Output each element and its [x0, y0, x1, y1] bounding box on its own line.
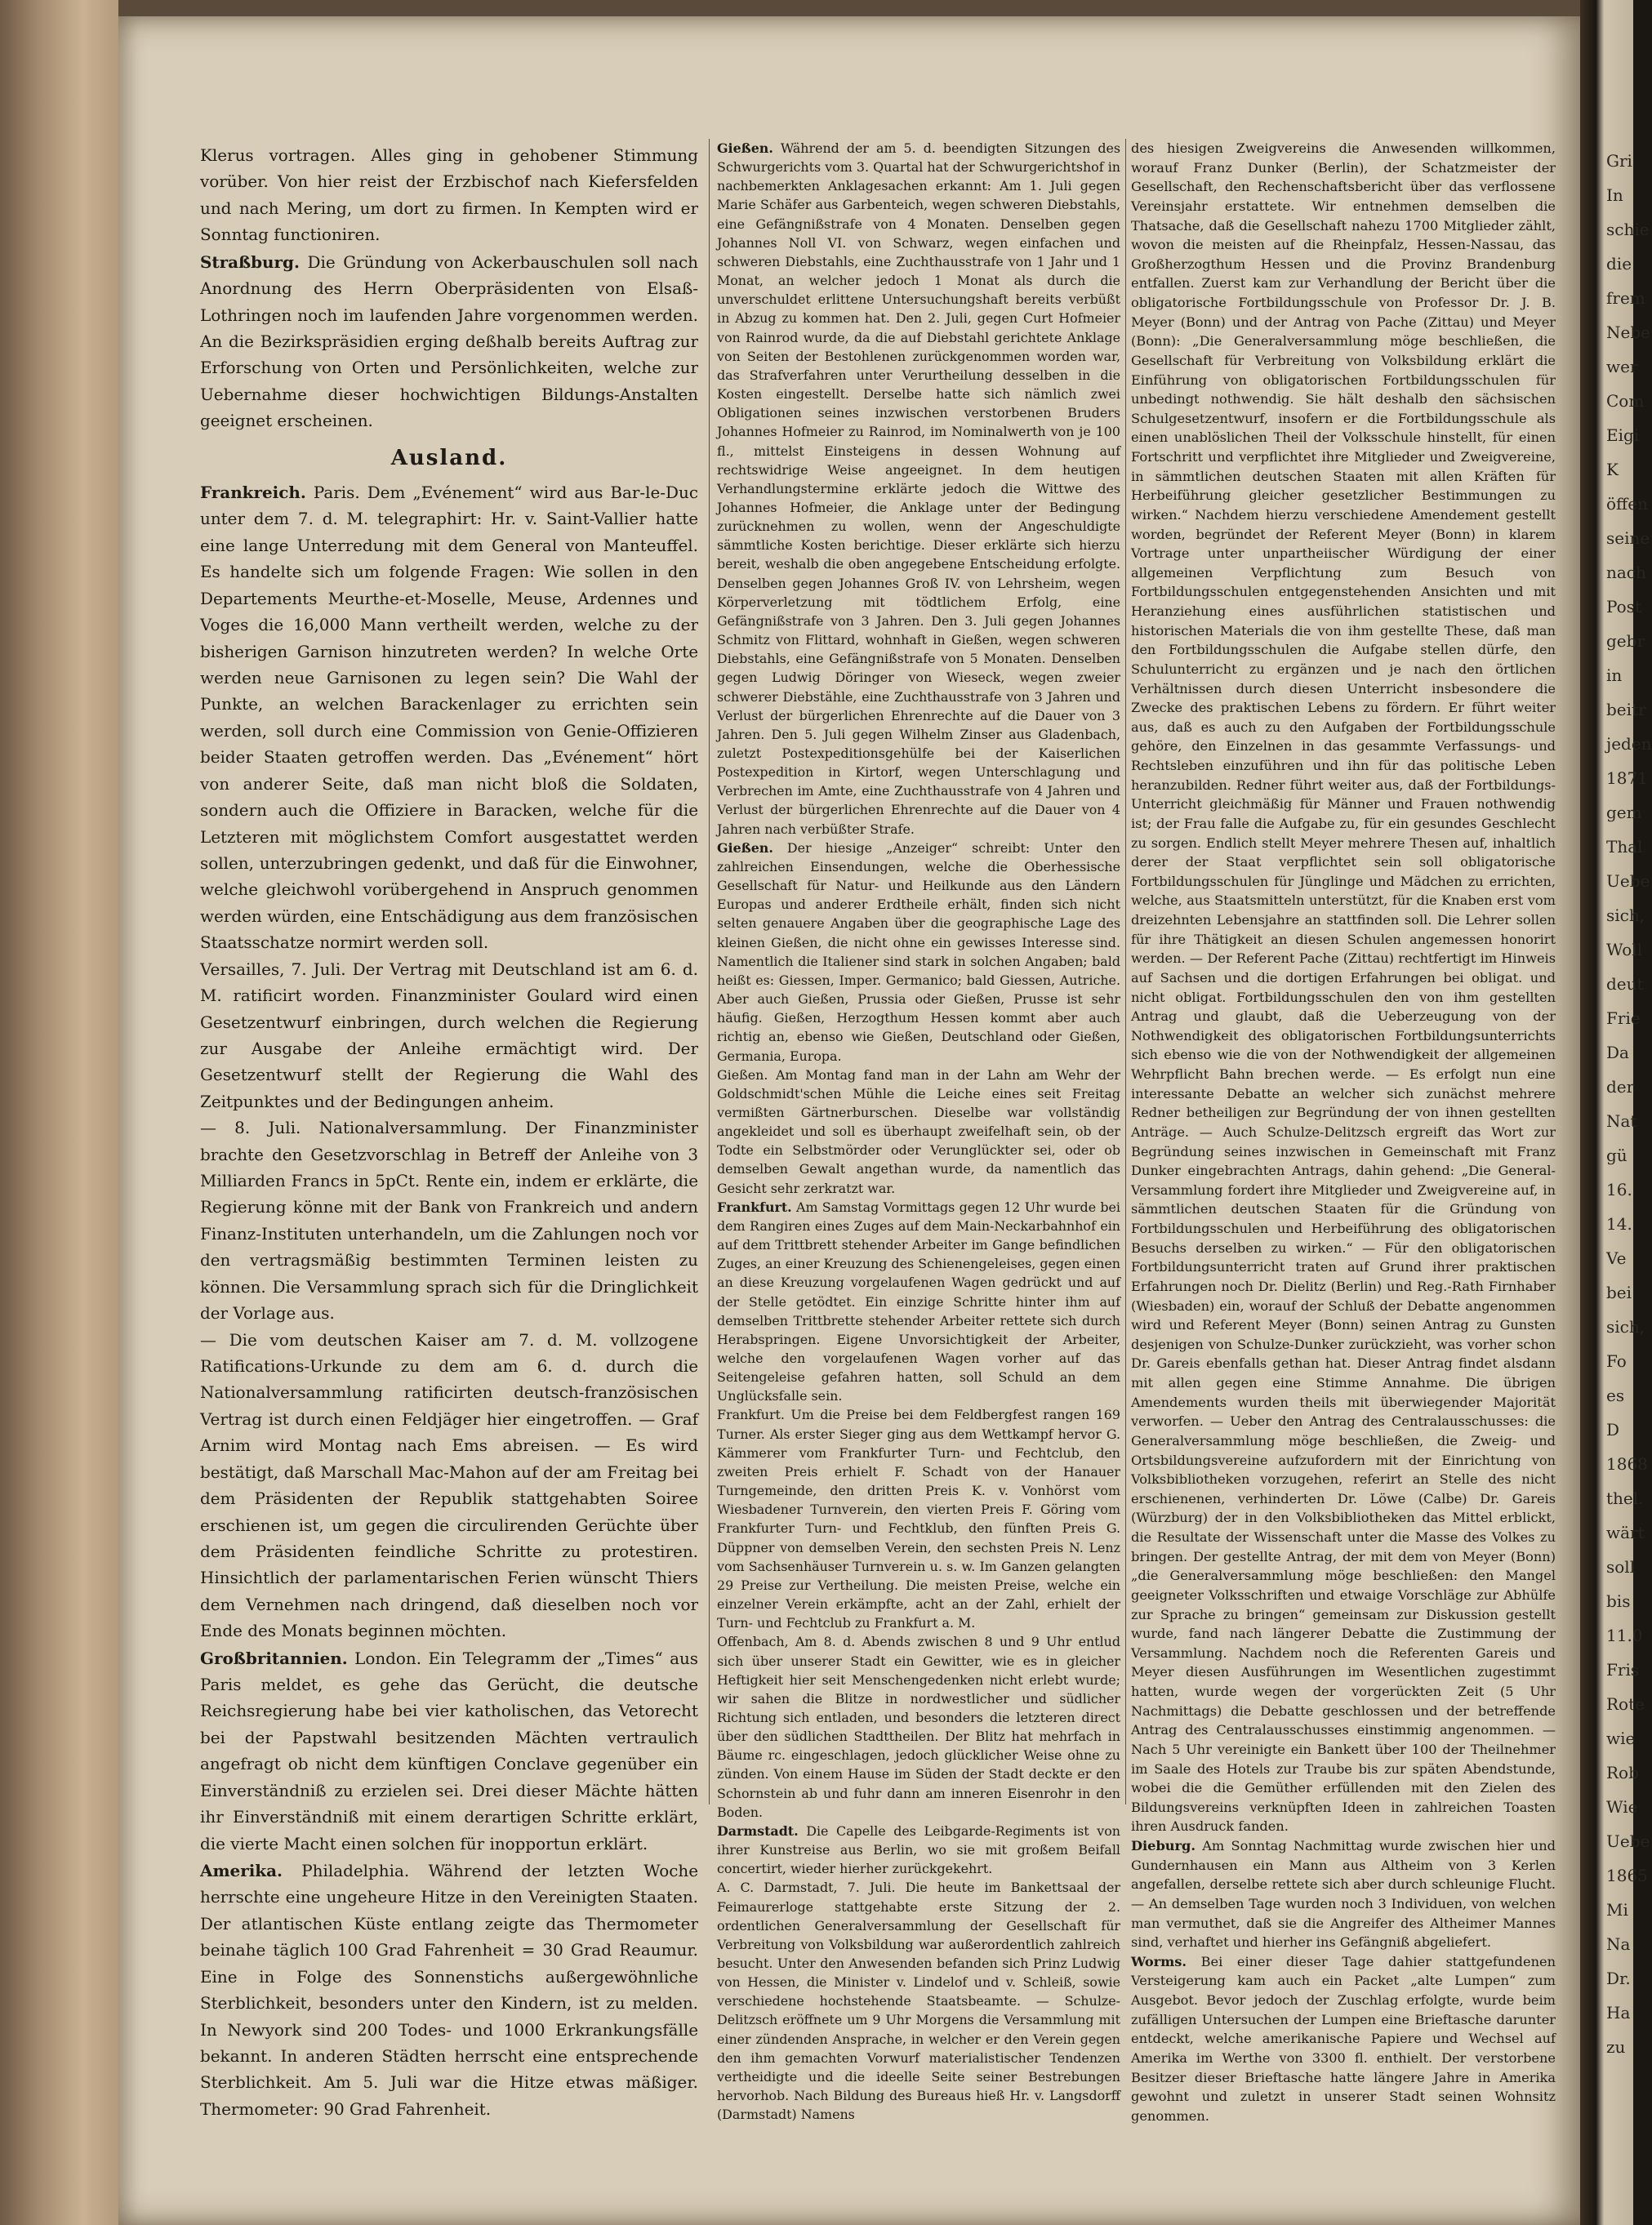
- edge-text-fragment: thel.: [1606, 1489, 1644, 1508]
- edge-text-fragment: 1871: [1606, 768, 1648, 788]
- edge-text-fragment: die: [1606, 254, 1632, 274]
- column-left: [200, 143, 698, 2123]
- edge-text-fragment: bis: [1606, 1591, 1631, 1611]
- column-divider: [1125, 139, 1126, 1804]
- article-text: Offenbach, Am 8. d. Abends zwischen 8 und 9 Uhr entlud sich über unserer Stadt ein Gewitter, wie es in gleicher Heftigkeit hier seit Menschengedenken nicht erlebt wurde; wir sahen die Blitze in nordwestlicher und südlicher Richtung sich entladen, und besonders die letzteren direct über den südlichen Stadttheilen. Der Blitz hat mehrfach in Bäume rc. eingeschlagen, jedoch glücklicher Weise ohne zu zünden. Von einem Hause im Süden der Stadt deckte er den Schornstein ab und fuhr dann am inneren Eisenrohr in den Boden.: [717, 1634, 1120, 1820]
- article-text: — Die vom deutschen Kaiser am 7. d. M. vollzogene Ratifications-Urkunde zu dem am 6. d. durch die Nationalversammlung ratificirten deutsch-französischen Vertrag ist durch einen Feldjäger hier eingetroffen. — Graf Arnim wird Montag nach Ems abreisen. — Es wird bestätigt, daß Marschall Mac-Mahon auf der am Freitag bei dem Präsidenten der Republik stattgehabten Soiree erschienen ist, um gegen die circulirenden Gerüchte über dem Präsidenten feindliche Schritte zu protestiren. Hinsichtlich der parlamentarischen Ferien wünscht Thiers dem Vernehmen nach dringend, daß dieselben noch vor Ende des Monats beginnen möchten.: [200, 1330, 698, 1641]
- edge-text-fragment: in: [1606, 665, 1623, 685]
- edge-text-fragment: D: [1606, 1420, 1620, 1440]
- section-heading: Ausland.: [390, 445, 508, 470]
- article-text: Frankfurt. Um die Preise bei dem Feldbergfest rangen 169 Turner. Als erster Sieger ging aus dem Wettkampf hervor G. Kämmerer vom Frankfurter Turn- und Fechtclub, den zweiten Preis erhielt F. Schadt von der Hanauer Turngemeinde, den dritten Preis K. v. Vonhörst vom Wiesbadener Turnverein, den vierten Preis F. Göring vom Frankfurter Turn- und Fechtklub, den fünften Preis G. Düppner von demselben Verein, den sechsten Preis N. Lenz vom Sachsenhäuser Turnverein u. s. w. Im Ganzen gelangten 29 Preise zur Vertheilung. Die meisten Preise, welche ein einzelner Verein erkämpfte, acht an der Zahl, erhielt der Turn- und Fechtclub zu Frankfurt a. M.: [717, 1407, 1120, 1631]
- article-text: Gießen. Während der am 5. d. beendigten Sitzungen des Schwurgerichts vom 3. Quartal hat der Schwurgerichtshof in nachbemerkten Anklagesachen erkannt: Am 1. Juli gegen Marie Schäfer aus Garbenteich, wegen schweren Diebstahls, eine Gefängnißstrafe von 4 Monaten. Denselben gegen Johannes Noll VI. von Schwarz, wegen einfachen und schweren Diebstahls, eine Zuchthausstrafe von 1 Jahr und 1 Monat, an welcher jedoch 1 Monat als durch die unverschuldet erlittene Untersuchungshaft bereits verbüßt in Abzug zu kommen hat. Den 2. Juli, gegen Curt Hofmeier von Rainrod wurde, da die auf Diebstahl gerichtete Anklage von Seiten der Bestohlenen zurückgenommen worden war, das Strafverfahren unter Verurtheilung desselben in die Kosten eingestellt. Derselbe hatte sich nämlich zwei Obligationen seines inzwischen verstorbenen Bruders Johannes Hofmeier zu Rainrod, im Nominalwerth von je 100 fl., mittelst Einsteigens in dessen Wohnung auf rechtswidrige Weise angeeignet. In dem heutigen Verhandlungstermine erklärte jedoch die Wittwe des Johannes Hofmeier, die Anklage unter der Bedingung zurücknehmen zu wollen, wenn der Angeschuldigte sämmtliche Kosten berichtige. Dieser erklärte sich hierzu bereit, weshalb die oben angegebene Entscheidung erfolgte. Denselben gegen Johannes Groß IV. von Lehrsheim, wegen Körperverletzung mit tödtlichem Erfolg, eine Gefängnißstrafe von 3 Jahren. Den 3. Juli gegen Johannes Schmitz von Flittard, wohnhaft in Gießen, wegen schweren Diebstahls, eine Gefängnißstrafe von 5 Monaten. Denselben gegen Ludwig Döringer von Wieseck, wegen zweier schwerer Diebstähle, eine Zuchthausstrafe von 3 Jahren und Verlust der bürgerlichen Ehrenrechte auf die Dauer von 3 Jahren. Den 5. Juli gegen Wilhelm Zinser aus Gladenbach, zuletzt Postexpeditionsgehülfe bei der Kaiserlichen Postexpedition in Kirtorf, wegen Unterschlagung und Verbrechen im Amte, eine Zuchthausstrafe von 4 Jahren und Verlust der bürgerlichen Ehrenrechte auf die Dauer von 4 Jahren nach verbüßter Strafe.: [717, 140, 1120, 837]
- edge-text-fragment: gem: [1606, 803, 1642, 822]
- edge-text-fragment: Fris: [1606, 1660, 1640, 1680]
- article-text: Amerika. Philadelphia. Während der letzten Woche herrschte eine ungeheure Hitze in den Vereinigten Staaten. Der atlantischen Küste entlang zeigte das Thermometer beinahe täglich 100 Grad Fahrenheit = 30 Grad Reaumur. Eine in Folge des Sonnenstichs außergewöhnliche Sterblichkeit, besonders unter den Kindern, ist zu melden. In Newyork sind 200 Todes- und 1000 Erkrankungsfälle bekannt. In anderen Städten herrscht eine entsprechende Sterblichkeit. Am 5. Juli war die Hitze etwas mäßiger. Thermometer: 90 Grad Fahrenheit.: [200, 1861, 698, 2119]
- edge-text-fragment: Gri: [1606, 151, 1632, 171]
- edge-text-fragment: Rob: [1606, 1763, 1639, 1782]
- edge-text-fragment: Uebe: [1606, 1831, 1650, 1851]
- edge-text-fragment: In: [1606, 185, 1623, 205]
- article-text: Gießen. Am Montag fand man in der Lahn am Wehr der Goldschmidt'schen Mühle die Leiche eines seit Freitag vermißten Gärtnerburschen. Dieselbe war vollständig angekleidet und soll es überhaupt zweifelhaft sein, ob der Todte ein Selbstmörder oder Verunglückter sei, oder ob demselben Gewalt angethan wurde, da namentlich das Gesicht sehr zerkratzt war.: [717, 1066, 1120, 1196]
- edge-text-fragment: Ve: [1606, 1248, 1627, 1268]
- article-text: Frankfurt. Am Samstag Vormittags gegen 12 Uhr wurde bei dem Rangiren eines Zuges auf dem Main-Neckarbahnhof ein auf dem Trittbrett stehender Arbeiter im Gange befindlichen Zuges, an einer Kreuzung des Schienengeleises, gegen einen an diese Kreuzung vorgelaufenen Wagen gedrückt und auf der Stelle getödtet. Ein einzige Schritte hinter ihm auf demselben Trittbrette stehender Arbeiter rettete sich durch Herabspringen. Eigene Unvorsichtigkeit der Arbeiter, welche den vorgelaufenen Wagen vorher auf das Seitengeleise gefahren hatten, soll Schuld an dem Unglücksfalle sein.: [717, 1199, 1120, 1404]
- edge-text-fragment: Nat: [1606, 1111, 1637, 1131]
- edge-text-fragment: wer: [1606, 357, 1638, 376]
- article-text: Dieburg. Am Sonntag Nachmittag wurde zwischen hier und Gundernhausen ein Mann aus Altheim von 3 Kerlen angefallen, derselbe rettete sich aber durch schleunige Flucht. — An demselben Tage wurden noch 3 Individuen, von welchen man vermuthet, daß sie die Angreifer des Altheimer Mannes sind, verhaftet und hierher ins Gefängniß abgeliefert.: [1131, 1838, 1556, 1951]
- article-text: Worms. Bei einer dieser Tage dahier stattgefundenen Versteigerung kam auch ein Packet „alte Lumpen“ zum Ausgebot. Bevor jedoch der Zuschlag erfolgte, wurde beim zufälligen Untersuchen der Lumpen eine Brieftasche darunter entdeckt, welche amerikanische Papiere und Wechsel auf Amerika im Werthe von 3300 fl. enthielt. Der verstorbene Besitzer dieser Brieftasche hatte längere Jahre in Amerika gewohnt und zuletzt in unserer Stadt seinen Wohnsitz genommen.: [1131, 1953, 1556, 2124]
- edge-text-fragment: frem: [1606, 288, 1645, 308]
- edge-text-fragment: seine: [1606, 528, 1650, 548]
- article-text: Gießen. Der hiesige „Anzeiger“ schreibt: Unter den zahlreichen Einsendungen, welche die Oberhessische Gesellschaft für Natur- und Heilkunde aus den Ländern Europas und anderer Erdtheile erhält, finden sich nicht selten genauere Angaben über die geographische Lage des kleinen Gießen, die nicht ohne ein gewisses Interesse sind. Namentlich die Italiener sind stark in solchen Angaben; bald heißt es: Giessen, Imper. Germanico; bald Giessen, Autriche. Aber auch Gießen, Prussia oder Gießen, Prusse ist sehr häufig. Gießen, Herzogthum Hessen kommt aber auch richtig an, ebenso wie Gießen, Deutschland oder Gießen, Germania, Europa.: [717, 839, 1120, 1064]
- edge-text-fragment: wie: [1606, 1729, 1636, 1748]
- edge-text-fragment: gü: [1606, 1146, 1628, 1165]
- edge-text-fragment: 1865: [1606, 1866, 1648, 1885]
- edge-text-fragment: 11.0: [1606, 1626, 1643, 1645]
- column-right: [1131, 139, 1556, 2125]
- edge-text-fragment: der: [1606, 1077, 1635, 1097]
- edge-text-fragment: Da: [1606, 1043, 1629, 1062]
- edge-text-fragment: öffen: [1606, 494, 1648, 514]
- edge-text-fragment: sich,: [1606, 1317, 1645, 1337]
- article-text: — 8. Juli. Nationalversammlung. Der Finanzminister brachte den Gesetzvorschlag in Betreff der Anleihe von 3 Milliarden Francs in 5pCt. Rente ein, indem er erklärte, die Regierung könne mit der Bank von Frankreich und andern Finanz-Instituten unterhandeln, um die Zahlungen noch vor den vertragsmäßig bestimmten Terminen leisten zu können. Die Versammlung sprach sich für die Dringlichkeit der Vorlage aus.: [200, 1119, 698, 1324]
- edge-text-fragment: Thal: [1606, 837, 1643, 857]
- edge-text-fragment: Na: [1606, 1934, 1631, 1954]
- edge-text-fragment: Frie: [1606, 1008, 1641, 1028]
- article-text: Straßburg. Die Gründung von Ackerbauschulen soll nach Anordnung des Herrn Oberpräsidenten von Elsaß-Lothringen noch im laufenden Jahre vorgenommen werden. An die Bezirkspräsidien erging deßhalb bereits Auftrag zur Erforschung von Orten und Persönlichkeiten, welche zur Uebernahme dieser hochwichtigen Bildungs-Anstalten geeignet erscheinen.: [200, 251, 698, 431]
- edge-text-fragment: Eigi: [1606, 425, 1640, 445]
- edge-text-fragment: schie: [1606, 220, 1650, 239]
- article-text: Klerus vortragen. Alles ging in gehobener Stimmung vorüber. Von hier reist der Erzbischof nach Kiefersfelden und nach Mering, um dort zu firmen. In Kempten wird er Sonntag functioniren.: [200, 146, 698, 245]
- edge-text-fragment: Dr.: [1606, 1969, 1631, 1988]
- edge-text-fragment: 1868: [1606, 1454, 1648, 1474]
- edge-text-fragment: beitr: [1606, 700, 1646, 719]
- edge-text-fragment: Post: [1606, 597, 1641, 616]
- edge-text-fragment: es: [1606, 1386, 1625, 1405]
- edge-text-fragment: wärt: [1606, 1523, 1645, 1542]
- column-divider: [709, 139, 710, 1804]
- edge-text-fragment: Com: [1606, 391, 1645, 411]
- edge-text-fragment: bei: [1606, 1283, 1632, 1302]
- edge-text-fragment: jeden: [1606, 734, 1652, 754]
- article-text: A. C. Darmstadt, 7. Juli. Die heute im Bankettsaal der Feimaurerloge stattgehabte erste Sitzung der 2. ordentlichen Generalversammlung der Gesellschaft für Verbreitung von Volksbildung war außerordentlich zahlreich besucht. Unter den Anwesenden befanden sich Prinz Ludwig von Hessen, die Minister v. Lindelof und v. Schleiß, sowie verschiedene hochstehende Staatsbeamte. — Schulze-Delitzsch eröffnete um 9 Uhr Morgens die Versammlung mit einer zündenden Ansprache, in welcher er den Verein gegen den ihm gemachten Vorwurf materialistischer Tendenzen vertheidigte und die ideelle Seite seiner Bestrebungen hervorhob. Nach Bildung des Bureaus hieß Hr. v. Langsdorff (Darmstadt) Namens: [717, 1880, 1120, 2123]
- article-text: Darmstadt. Die Capelle des Leibgarde-Regiments ist von ihrer Kunstreise aus Berlin, wo sie mit großem Beifall concertirt, wieder hierher zurückgekehrt.: [717, 1822, 1120, 1877]
- article-text: Großbritannien. London. Ein Telegramm der „Times“ aus Paris meldet, es gehe das Gerücht, die deutsche Reichsregierung habe bei vier katholischen, das Vetorecht bei der Papstwahl besitzenden Mächten vertraulich angefragt ob nicht dem künftigen Conclave gegenüber ein Einverständniß zu erzielen sei. Drei dieser Mächte hätten ihr Einverständniß mit einem derartigen Schritte erklärt, die vierte Macht einen solchen für inopportun erklärt.: [200, 1648, 698, 1853]
- edge-text-fragment: deut: [1606, 974, 1644, 994]
- edge-text-fragment: K: [1606, 460, 1619, 479]
- article-text: des hiesigen Zweigvereins die Anwesenden willkommen, worauf Franz Dunker (Berlin), der Schatzmeister der Gesellschaft, den Rechenschaftsbericht über das verflossene Vereinsjahr erstattete. Wir entnehmen demselben die Thatsache, daß die Gesellschaft nahezu 1700 Mitglieder zählt, wovon die meisten auf die Rheinpfalz, Hessen-Nassau, das Großherzogthum Hessen und die Provinz Brandenburg entfallen. Zuerst kam zur Verhandlung der Bericht über die obligatorische Fortbildungsschule von Professor Dr. J. B. Meyer (Bonn) und der Antrag von Pache (Zittau) und Meyer (Bonn): „Die Generalversammlung möge beschließen, die Gesellschaft für Verbreitung von Volksbildung erklärt die Einführung von obligatorischen Fortbildungsschulen für unbedingt nothwendig. Sie hält deshalb den sächsischen Schulgesetzentwurf, insofern er die Fortbildungsschule als einen unablöslichen Theil der Volksschule hinstellt, für einen Fortschritt und verpflichtet ihre Mitglieder und Zweigvereine, in sämmtlichen deutschen Staaten mit allen Kräften für Herbeiführung gleicher gesetzlicher Bestimmungen zu wirken.“ Nachdem hierzu verschiedene Amendement gestellt worden, begründet der Referent Meyer (Bonn) in klarem Vortrage unter unpartheiischer Würdigung der einer allgemeinen Verpflichtung zum Besuch von Fortbildungsschulen entgegenstehenden Ansichten und mit Heranziehung eines ausführlichen statistischen und historischen Materials die von ihm gestellte These, daß man den Fortbildungsschulen die Aufgabe stellen dürfe, den Schulunterricht zu ergänzen und je nach den örtlichen Verhältnissen durch diesen Unterricht insbesondere die Zwecke des praktischen Lebens zu fördern. Er führt weiter aus, daß es auch zu den Aufgaben der Fortbildungsschule gehöre, den Einzelnen in das gesammte Verfassungs- und Rechtsleben einzuführen und ihn für das politische Leben heranzubilden. Redner führt weiter aus, daß der Fortbildungs-Unterricht gleichmäßig für Männer und Frauen nothwendig ist; der Frau falle die Aufgabe zu, für ein gesundes Geschlecht zu sorgen. Endlich stellt Meyer mehrere Thesen auf, inhaltlich derer der Staat verpflichtet sein soll obligatorische Fortbildungsschulen für Jünglinge und Mädchen zu errichten, welche, aus Staatsmitteln unterstützt, für die Knaben erst vom dreizehnten Lebensjahre an stattfinden soll. Die Lehrer sollen für ihre Thätigkeit an diesen Schulen angemessen honorirt werden. — Der Referent Pache (Zittau) rechtfertigt im Hinweis auf Sachsen und die dortigen Erfahrungen bei obligat. und nicht obligat. Fortbildungsschulen den von ihm gestellten Antrag und glaubt, daß die Ueberzeugung von der Nothwendigkeit des obligatorischen Fortbildungsunterrichts sich ebenso wie die von der Nothwendigkeit der allgemeinen Wehrpflicht Bahn brechen werde. — Es erfolgt nun eine interessante Debatte an welcher sich zunächst mehrere Redner betheiligen zur Begründung der von ihnen gestellten Anträge. — Auch Schulze-Delitzsch ergreift das Wort zur Begründung seines inzwischen in Gemeinschaft mit Franz Dunker eingebrachten Antrags, dahin gehend: „Die General-Versammlung fordert ihre Mitglieder und Zweigvereine auf, in sämmtlichen deutschen Staaten für die Gründung von Fortbildungsschulen und Herbeiführung des obligatorischen Besuchs derselben zu wirken.“ — Für den obligatorischen Fortbildungsunterricht traten auf Grund ihrer praktischen Erfahrungen noch Dr. Dielitz (Berlin) und Reg.-Rath Firnhaber (Wiesbaden) ein, worauf der Schluß der Debatte angenommen wird und Referent Meyer (Bonn) seinen Antrag zu Gunsten desjenigen von Schulze-Dunker zurückzieht, was vorher schon Dr. Gareis ebenfalls gethan hat. Dieser Antrag findet alsdann mit allen gegen eine Stimme Annahme. Die übrigen Amendements wurden theils mit überwiegender Majorität verworfen. — Ueber den Antrag des Centralausschusses: die Generalversammlung möge beschließen, die Zweig- und Ortsbildungsvereine aufzufordern mit der Einrichtung von Volksbibliotheken vorzugehen, referirt an Stelle des nicht erschienenen, verhinderten Dr. Löwe (Calbe) Dr. Gareis (Würzburg) der in den Volksbibliotheken das Mittel erblickt, die Resultate der Wissenschaft unter die Masse des Volkes zu bringen. Der gestellte Antrag, der mit dem von Meyer (Bonn) „die Generalversammlung möge beschließen: den Mangel geeigneter Volksschriften und etwaige Vorschläge zur Abhülfe zur Sprache zu bringen“ gemeinsam zur Diskussion gestellt wurde, fand nach längerer Debatte die Zustimmung der Versammlung. Nachdem noch die Referenten Gareis und Meyer diesen Ausführungen im Wesentlichen zugestimmt hatten, wurde wegen der vorgerückten Zeit (5 Uhr Nachmittags) die Debatte geschlossen und der betreffende Antrag des Centralausschusses einstimmig angenommen. — Nach 5 Uhr vereinigte ein Bankett über 100 der Theilnehmer im Saale des Hotels zur Traube bis zur späten Abendstunde, wobei die die Gemüther erfüllenden mit den Zielen des Bildungsvereins verknüpften Ideen in zahlreichen Toasten ihren Ausdruck fanden.: [1131, 140, 1556, 1835]
- edge-text-fragment: Uebe: [1606, 871, 1650, 891]
- edge-text-fragment: Nebe: [1606, 323, 1650, 342]
- edge-text-fragment: 14.: [1606, 1214, 1632, 1234]
- edge-text-fragment: sich,: [1606, 906, 1645, 925]
- edge-text-fragment: Ha: [1606, 2003, 1631, 2023]
- edge-text-fragment: Mi: [1606, 1900, 1628, 1920]
- adjacent-page-edge: [1580, 0, 1652, 2225]
- edge-text-fragment: soll: [1606, 1557, 1636, 1577]
- edge-text-fragment: Wie: [1606, 1797, 1638, 1817]
- edge-text-fragment: Fo: [1606, 1351, 1627, 1371]
- edge-text-fragment: gebr: [1606, 631, 1645, 651]
- edge-text-fragment: Rote: [1606, 1694, 1645, 1714]
- article-text: Frankreich. Paris. Dem „Evénement“ wird aus Bar-le-Duc unter dem 7. d. M. telegraphirt: Hr. v. Saint-Vallier hatte eine lange Unterredung mit dem General von Manteuffel. Es handelte sich um folgende Fragen: Wie sollen in den Departements Meurthe-et-Moselle, Meuse, Ardennes und Voges die 16,000 Mann vertheilt werden, welche zu der bisherigen Garnison hinzutreten werden? In welche Orte werden neue Garnisonen zu legen sein? Die Wahl der Punkte, an welchen Barackenlager zu errichten sein werden, soll durch eine Commission von Genie-Offizieren beider Staaten getroffen werden. Das „Evénement“ hört von anderer Seite, daß man nicht bloß die Soldaten, sondern auch die Offiziere in Baracken, welche für die Letzteren mit möglichstem Comfort ausgestattet werden sollen, unterzubringen gedenkt, und daß für die Einwohner, welche gleichwohl vorübergehend in Anspruch genommen werden würden, eine Entschädigung aus dem französischen Staatsschatze normirt werden soll.: [200, 483, 698, 953]
- edge-text-fragment: zu: [1606, 2037, 1626, 2057]
- edge-text-fragment: 16.: [1606, 1180, 1632, 1199]
- edge-text-fragment: nach: [1606, 563, 1646, 582]
- article-text: Versailles, 7. Juli. Der Vertrag mit Deutschland ist am 6. d. M. ratificirt worden. Finanzminister Goulard wird einen Gesetzentwurf einbringen, durch welchen die Regierung zur Ausgabe der Anleihe ermächtigt wird. Der Gesetzentwurf stellt der Regierung die Wahl des Zeitpunktes und der Bedingungen anheim.: [200, 959, 698, 1111]
- edge-text-fragment: Woll: [1606, 940, 1643, 959]
- book-spine: [0, 0, 118, 2225]
- column-middle: [717, 139, 1120, 2124]
